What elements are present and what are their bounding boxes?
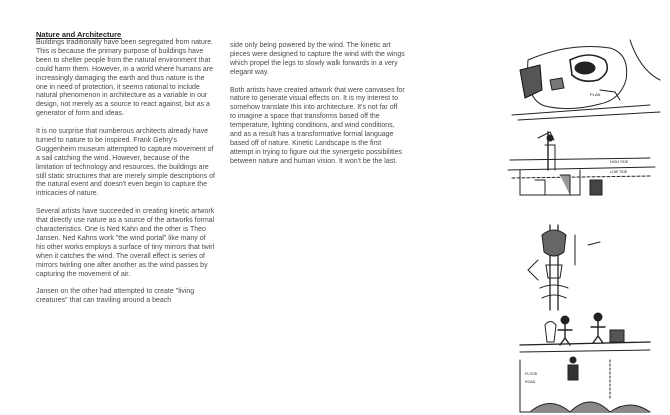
- site-plan-sketch: [512, 40, 660, 120]
- figures-section-sketch: [520, 313, 650, 412]
- article-title: Nature and Architecture: [36, 30, 122, 39]
- paragraph: It is no surprise that numberous architects already have turned to nature to be inspired. Frank Gehry's Guggenheim museum attempted to capture movement of a sail catching the wind. However, because of the limitation of technology and resources, the buildings are still static structures that are merely simple descriptions of the natural event and doesn't even begin to capture the intricacies of nature.: [36, 128, 215, 198]
- tide-section-sketch: [508, 132, 655, 195]
- paragraph: Both artists have created artwork that were canvases for nature to generate visual effects on. It is my interest to somehow translate this into architecture. It's not far off to imagine a space that transforms based off the temperature, lighting conditions, and wind conditions, and as a result has a transformative formal language based off of nature. Kinetic Landscape is the first attempt in trying to figure out the synergetic possibilities between nature and human vision. It won't be the last.: [230, 86, 405, 165]
- svg-text:PLAN: PLAN: [590, 92, 601, 97]
- paragraph: side only being powered by the wind. The kinetic art pieces were designed to capture the wind with the wings which propel the legs to slowly walk forwards in a very elegant way.: [230, 42, 405, 76]
- paragraph: Several artists have succeeded in creating kinetic artwork that directly use nature as a source of the artworks formal characteristics. One is Ned Kahn and the other is Theo Jansen. Ned Kahns work "the wind portal" like many of his other works employs a surface of tiny mirrors that twirl when it catches the wind. The overall effect is series of mirrors twirling one after another as the wind passes by capturing the movement of air.: [36, 208, 215, 278]
- sketch-svg: [450, 20, 670, 415]
- sketch-label: FLOOD: [525, 372, 538, 376]
- text-column-left: [36, 30, 216, 315]
- sketch-label: HIGH TIDE: [610, 160, 629, 164]
- paragraph: Buildings traditionally have been segregated from nature. This is because the primary purpose of buildings have been to shelter people from the natural environment that could harm them. However, in a world where humans are increasingly damaging the earth and thus nature is the one in need of protection, it seems rational to include natural phenomenon in architecture as a variable in our design, not merely as a source to react against, but as a generator of form and ideas.: [36, 39, 214, 118]
- sketch-illustrations: [450, 20, 670, 415]
- sketch-label: LOW TIDE: [610, 170, 628, 174]
- tower-sketch: [528, 225, 600, 310]
- sketch-label: ROAD: [525, 380, 536, 384]
- text-column-right: [230, 42, 405, 176]
- paragraph: Jansen on the other had attempted to create "living creatures" that can traviling around a beach: [36, 288, 195, 305]
